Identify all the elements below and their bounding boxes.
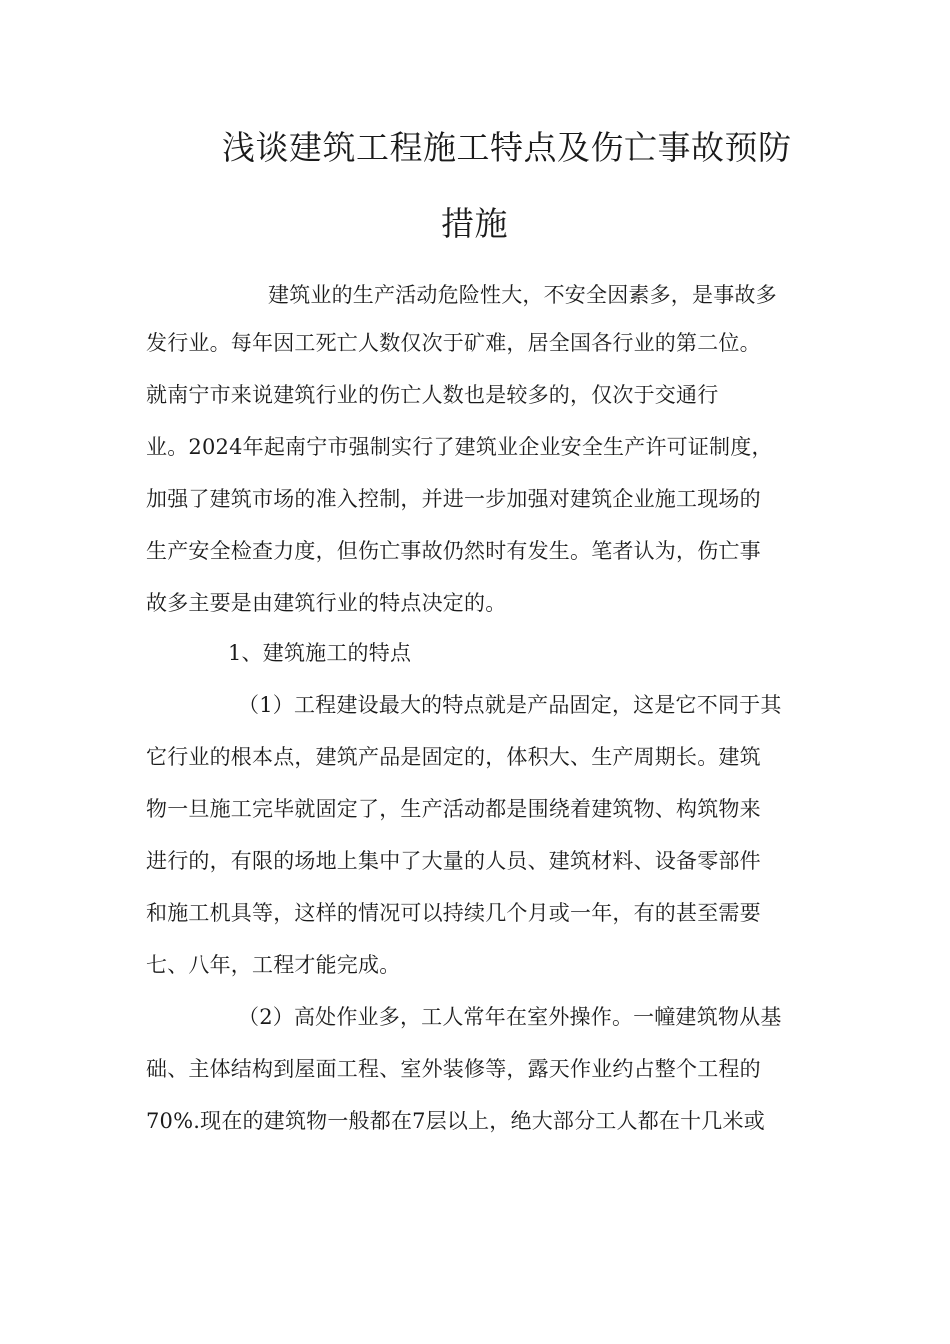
paragraph-line: 70%.现在的建筑物一般都在7层以上，绝大部分工人都在十几米或 — [146, 1109, 765, 1133]
paragraph-line: 加强了建筑市场的准入控制，并进一步加强对建筑企业施工现场的 — [146, 487, 761, 511]
document-title-line-2: 措施 — [441, 204, 508, 243]
paragraph-line: 建筑业的生产活动危险性大，不安全因素多，是事故多 — [268, 283, 777, 307]
paragraph-line: 就南宁市来说建筑行业的伤亡人数也是较多的，仅次于交通行 — [146, 383, 719, 407]
paragraph-line: 础、主体结构到屋面工程、室外装修等，露天作业约占整个工程的 — [146, 1057, 761, 1081]
paragraph-line: 和施工机具等，这样的情况可以持续几个月或一年，有的甚至需要 — [146, 901, 761, 925]
paragraph-line: （1）工程建设最大的特点就是产品固定，这是它不同于其 — [238, 693, 782, 717]
paragraph-line: 它行业的根本点，建筑产品是固定的，体积大、生产周期长。建筑 — [146, 745, 761, 769]
section-heading: 1、建筑施工的特点 — [228, 641, 412, 665]
paragraph-line: 物一旦施工完毕就固定了，生产活动都是围绕着建筑物、构筑物来 — [146, 797, 761, 821]
paragraph-line: 七、八年，工程才能完成。 — [146, 953, 401, 977]
paragraph-line: 进行的，有限的场地上集中了大量的人员、建筑材料、设备零部件 — [146, 849, 761, 873]
paragraph-line: 发行业。每年因工死亡人数仅次于矿难，居全国各行业的第二位。 — [146, 331, 761, 355]
paragraph-line: 生产安全检查力度，但伤亡事故仍然时有发生。笔者认为，伤亡事 — [146, 539, 761, 563]
paragraph-line: 故多主要是由建筑行业的特点决定的。 — [146, 591, 507, 615]
document-title-line-1: 浅谈建筑工程施工特点及伤亡事故预防 — [222, 128, 792, 167]
paragraph-line: 业。2024年起南宁市强制实行了建筑业企业安全生产许可证制度， — [146, 435, 773, 459]
paragraph-line: （2）高处作业多，工人常年在室外操作。一幢建筑物从基 — [238, 1005, 782, 1029]
